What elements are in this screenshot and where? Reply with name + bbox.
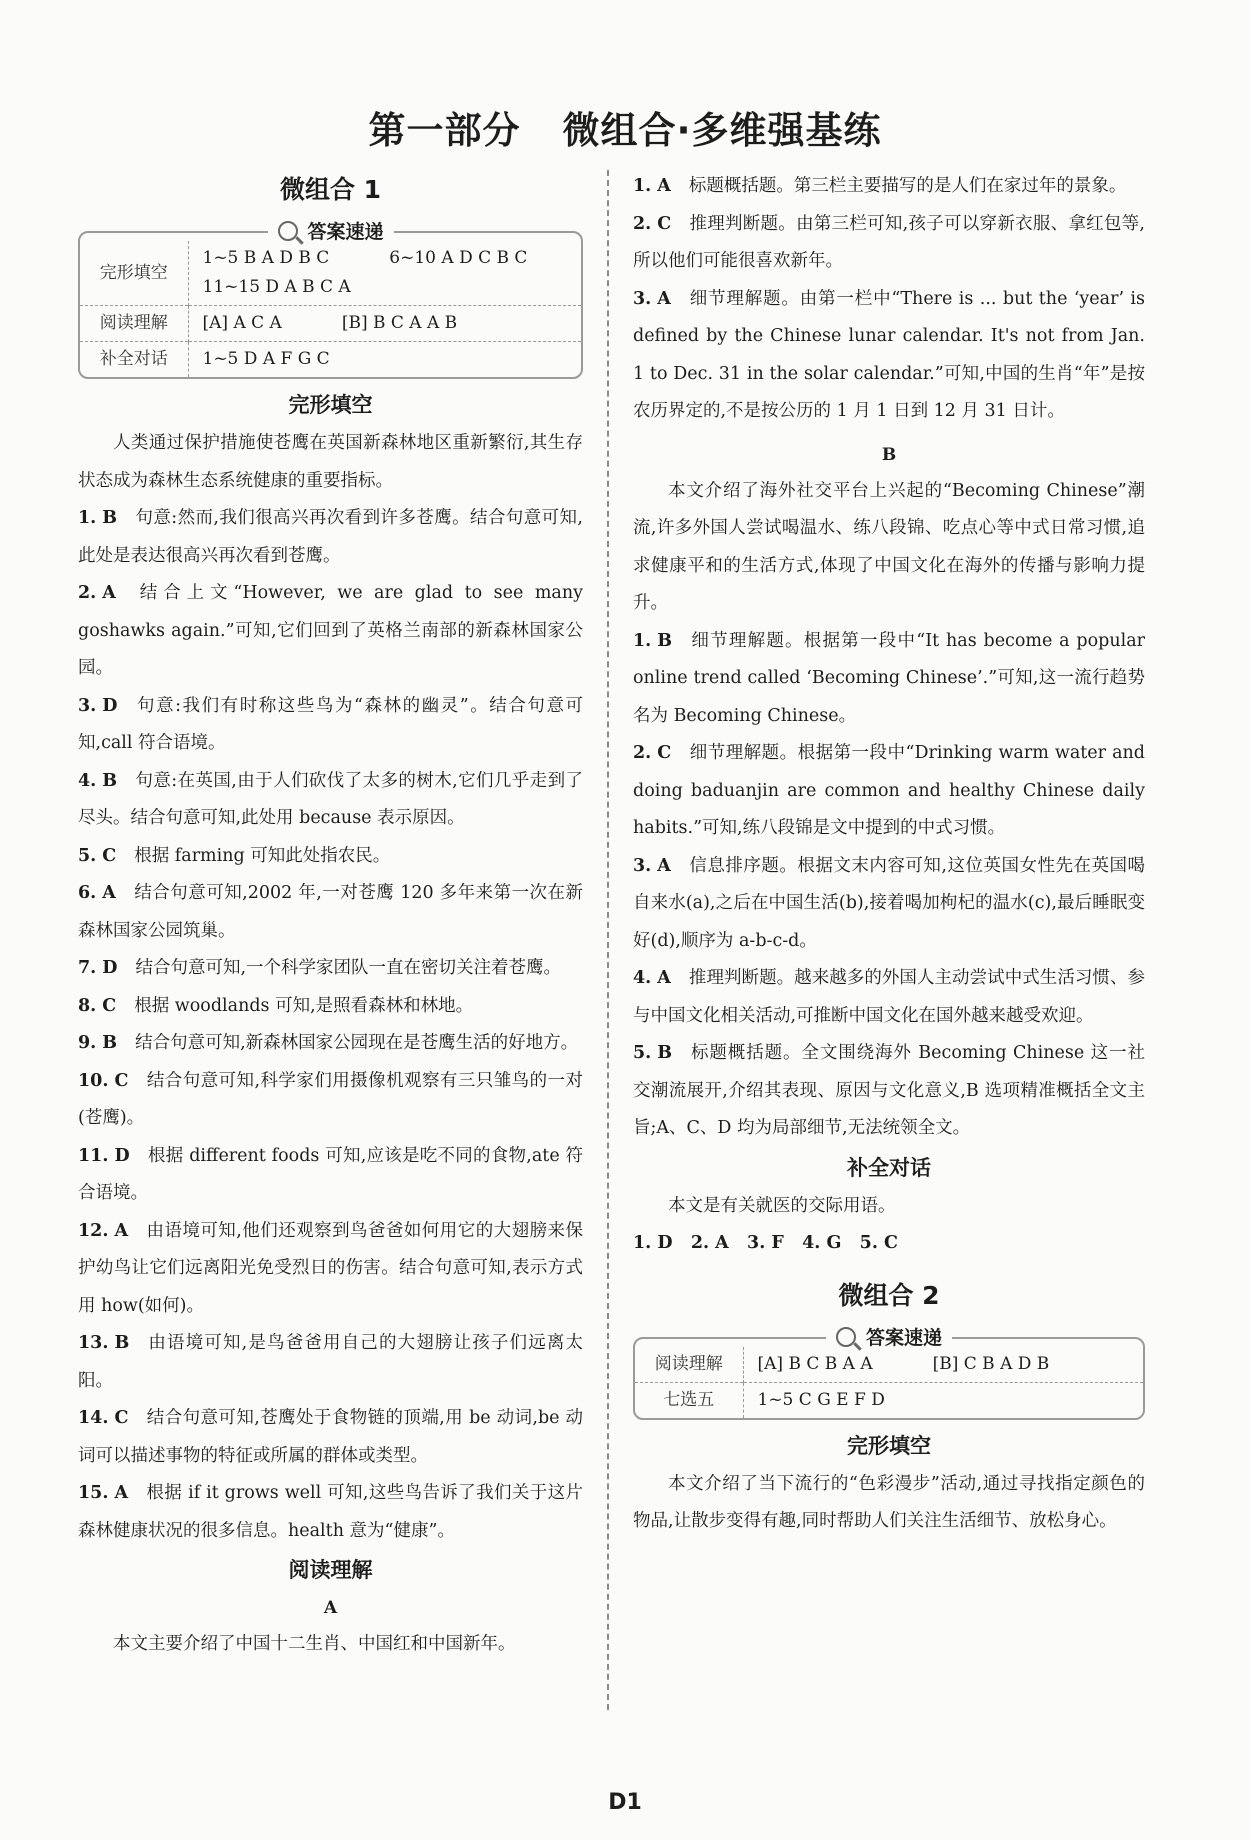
answer-label: 阅读理解	[80, 306, 188, 342]
item-number: 5.	[78, 845, 97, 866]
item-number: 2.	[78, 583, 97, 603]
item-text: 根据 farming 可知此处指农民。	[134, 845, 391, 866]
item-text: 根据 woodlands 可知,是照看森林和林地。	[134, 995, 474, 1016]
explanation-item	[78, 1138, 583, 1213]
item-answer: A	[114, 1220, 129, 1241]
item-answer: D	[102, 695, 118, 716]
item-number: 8.	[78, 995, 97, 1016]
page-title-part: 第一部分	[368, 109, 521, 152]
answer-label: 阅读理解	[635, 1347, 743, 1383]
cloze2-intro: 本文介绍了当下流行的“色彩漫步”活动,通过寻找指定颜色的物品,让散步变得有趣,同时帮助人们关注生活细节、放松身心。	[633, 1473, 1145, 1531]
cloze-title: 完形填空	[288, 393, 373, 417]
item-answer: B	[102, 1033, 118, 1053]
reading-title: 阅读理解	[288, 1558, 373, 1582]
explanation-item	[78, 688, 583, 763]
explanation-item	[78, 1025, 583, 1063]
answer-label: 七选五	[635, 1382, 743, 1418]
explanation-item	[633, 281, 1145, 431]
answer-table	[80, 241, 581, 377]
item-number: 7.	[78, 958, 97, 978]
item-answer: C	[102, 845, 117, 866]
explanation-item	[78, 1063, 583, 1138]
item-number: 15.	[78, 1483, 109, 1503]
item-text: 根据 different foods 可知,应该是吃不同的食物,ate 符合语境。	[78, 1145, 583, 1203]
answer-value: 1~5 B A D B C 6~10 A D C B C 11~15 D A B C A	[202, 248, 528, 297]
explanation-item	[78, 575, 583, 688]
item-text: 句意:然而,我们很高兴再次看到许多苍鹰。结合句意可知,此处是表达很高兴再次看到苍鹰。	[78, 508, 583, 566]
explanation-item	[78, 1213, 583, 1326]
page-number: D1	[608, 1790, 642, 1815]
item-answer: C	[102, 995, 117, 1016]
cloze-intro: 人类通过保护措施使苍鹰在英国新森林地区重新繁衍,其生存状态成为森林生态系统健康的重要指标。	[78, 433, 583, 491]
item-number: 2.	[633, 213, 652, 234]
item-answer: A	[102, 583, 116, 603]
item-answer: B	[102, 508, 118, 528]
explanation-item	[78, 763, 583, 838]
item-text: 句意:我们有时称这些鸟为“森林的幽灵”。结合句意可知,call 符合语境。	[78, 695, 583, 753]
item-number: 4.	[633, 968, 652, 988]
explanation-item	[78, 988, 583, 1026]
answer-label: 补全对话	[80, 342, 188, 378]
dialogue-answers: 1. D 2. A 3. F 4. G 5. C	[633, 1233, 898, 1253]
item-number: 6.	[78, 883, 97, 903]
reading-b-explanations	[633, 623, 1145, 1148]
item-number: 1.	[633, 630, 652, 651]
explanation-item	[633, 623, 1145, 736]
explanation-item	[633, 1035, 1145, 1148]
explanation-item	[633, 168, 1145, 206]
item-answer: D	[114, 1145, 130, 1166]
page-title	[0, 100, 1250, 154]
explanation-item	[78, 950, 583, 988]
item-number: 2.	[633, 743, 652, 763]
explanation-item	[78, 1325, 583, 1400]
answer-value: [A] B C B A A [B] C B A D B	[757, 1353, 1050, 1374]
item-answer: B	[657, 630, 673, 651]
magnifier-icon	[836, 1327, 856, 1347]
item-number: 3.	[633, 855, 652, 876]
answer-value: 1~5 C G E F D	[743, 1382, 1143, 1418]
reading-b-intro: 本文介绍了海外社交平台上兴起的“Becoming Chinese”潮流,许多外国人尝试喝温水、练八段锦、吃点心等中式日常习惯,追求健康平和的生活方式,体现了中国文化在海外的传播与影响力提升。	[633, 480, 1145, 613]
explanation-item	[633, 960, 1145, 1035]
answer-table	[635, 1347, 1143, 1418]
item-text: 句意:在英国,由于人们砍伐了太多的树木,它们几乎走到了尽头。结合句意可知,此处用 because 表示原因。	[78, 770, 583, 828]
reading-a-intro: 本文主要介绍了中国十二生肖、中国红和中国新年。	[113, 1634, 516, 1654]
answer-label: 完形填空	[80, 241, 188, 306]
item-text: 由语境可知,他们还观察到鸟爸爸如何用它的大翅膀来保护幼鸟让它们远离阳光免受烈日的伤害。结合句意可知,表示方式用 how(如何)。	[78, 1220, 583, 1316]
answer-box-title: 答案速递	[826, 1323, 952, 1353]
explanation-item	[78, 838, 583, 876]
item-answer: A	[102, 883, 116, 903]
item-answer: A	[657, 855, 671, 876]
item-number: 11.	[78, 1145, 109, 1166]
dialogue-title: 补全对话	[847, 1155, 931, 1180]
item-text: 标题概括题。全文围绕海外 Becoming Chinese 这一社交潮流展开,介绍其表现、原因与文化意义,B 选项精准概括全文主旨;A、C、D 均为局部细节,无法统领全文。	[633, 1043, 1145, 1138]
item-answer: B	[657, 1043, 673, 1063]
item-number: 14.	[78, 1408, 109, 1428]
item-text: 由语境可知,是鸟爸爸用自己的大翅膀让孩子们远离太阳。	[78, 1333, 583, 1391]
explanation-item	[633, 735, 1145, 848]
reading-a-letter: A	[323, 1598, 338, 1618]
cloze2-title: 完形填空	[847, 1433, 931, 1458]
answer-box-2	[633, 1326, 1145, 1420]
explanation-item	[78, 500, 583, 575]
cloze-explanations	[78, 500, 583, 1550]
explanation-item	[78, 875, 583, 950]
item-number: 12.	[78, 1220, 109, 1241]
answer-value: 1~5 D A F G C	[188, 342, 581, 378]
item-text: 结合句意可知,一个科学家团队一直在密切关注着苍鹰。	[135, 958, 562, 978]
explanation-item	[633, 206, 1145, 281]
item-number: 9.	[78, 1033, 97, 1053]
item-text: 结合句意可知,科学家们用摄像机观察有三只雏鸟的一对(苍鹰)。	[78, 1070, 583, 1128]
item-answer: C	[114, 1070, 129, 1091]
item-text: 细节理解题。根据第一段中“It has become a popular online trend called ‘Becoming Chinese’.”可知,这一流行趋势名为 Becoming Chinese。	[633, 630, 1145, 726]
item-text: 推理判断题。越来越多的外国人主动尝试中式生活习惯、参与中国文化相关活动,可推断中国文化在国外越来越受欢迎。	[633, 968, 1145, 1026]
section-title-combo-1: 微组合 1	[279, 175, 382, 204]
item-text: 结合上文“However, we are glad to see many goshawks again.”可知,它们回到了英格兰南部的新森林国家公园。	[78, 583, 583, 678]
explanation-item	[633, 848, 1145, 961]
item-text: 结合句意可知,新森林国家公园现在是苍鹰生活的好地方。	[135, 1033, 579, 1053]
answer-value: [A] A C A [B] B C A A B	[188, 306, 581, 342]
column-divider	[607, 170, 609, 1710]
item-text: 结合句意可知,苍鹰处于食物链的顶端,用 be 动词,be 动词可以描述事物的特征或所属的群体或类型。	[78, 1408, 583, 1466]
answer-box-title: 答案速递	[267, 217, 393, 247]
item-text: 根据 if it grows well 可知,这些鸟告诉了我们关于这片森林健康状况的很多信息。health 意为“健康”。	[78, 1483, 583, 1541]
item-answer: D	[102, 958, 118, 978]
page-title-name: 微组合·多维强基练	[562, 109, 882, 152]
item-text: 细节理解题。根据第一段中“Drinking warm water and doing baduanjin are common and healthy Chinese daily habits.”可知,练八段锦是文中提到的中式习惯。	[633, 743, 1145, 838]
item-number: 1.	[78, 508, 97, 528]
item-answer: B	[114, 1333, 130, 1353]
left-column	[78, 165, 583, 1664]
answer-box-1	[78, 221, 583, 379]
dialogue-intro: 本文是有关就医的交际用语。	[668, 1195, 896, 1216]
reading-a-explanations	[633, 168, 1145, 431]
explanation-item	[78, 1400, 583, 1475]
item-text: 信息排序题。根据文末内容可知,这位英国女性先在英国喝自来水(a),之后在中国生活(b),接着喝加枸杞的温水(c),最后睡眠变好(d),顺序为 a-b-c-d。	[633, 855, 1145, 951]
item-answer: A	[114, 1483, 129, 1503]
item-number: 3.	[633, 288, 652, 309]
item-answer: A	[657, 968, 671, 988]
item-answer: A	[657, 176, 671, 196]
item-number: 13.	[78, 1333, 109, 1353]
reading-b-letter: B	[881, 444, 897, 465]
section-title-combo-2: 微组合 2	[838, 1280, 940, 1310]
item-number: 4.	[78, 770, 97, 791]
item-text: 结合句意可知,2002 年,一对苍鹰 120 多年来第一次在新森林国家公园筑巢。	[78, 883, 583, 941]
item-answer: A	[657, 288, 671, 309]
item-text: 标题概括题。第三栏主要描写的是人们在家过年的景象。	[688, 176, 1127, 196]
explanation-item	[78, 1475, 583, 1550]
item-answer: C	[657, 743, 672, 763]
item-number: 3.	[78, 695, 97, 716]
magnifier-icon	[277, 221, 297, 241]
item-number: 10.	[78, 1070, 109, 1091]
item-number: 5.	[633, 1043, 652, 1063]
item-answer: B	[102, 770, 118, 791]
right-column	[633, 168, 1145, 1541]
item-text: 细节理解题。由第一栏中“There is ... but the ‘year’ is defined by the Chinese lunar calendar. It's not from Jan. 1 to Dec. 31 in the solar calendar.”可知,中国的生肖“年”是按农历界定的,不是按公历的 1 月 1 日到 12 月 31 日计。	[633, 288, 1145, 421]
item-number: 1.	[633, 176, 652, 196]
item-answer: C	[657, 213, 672, 234]
item-answer: C	[114, 1408, 129, 1428]
item-text: 推理判断题。由第三栏可知,孩子可以穿新衣服、拿红包等,所以他们可能很喜欢新年。	[633, 213, 1145, 271]
